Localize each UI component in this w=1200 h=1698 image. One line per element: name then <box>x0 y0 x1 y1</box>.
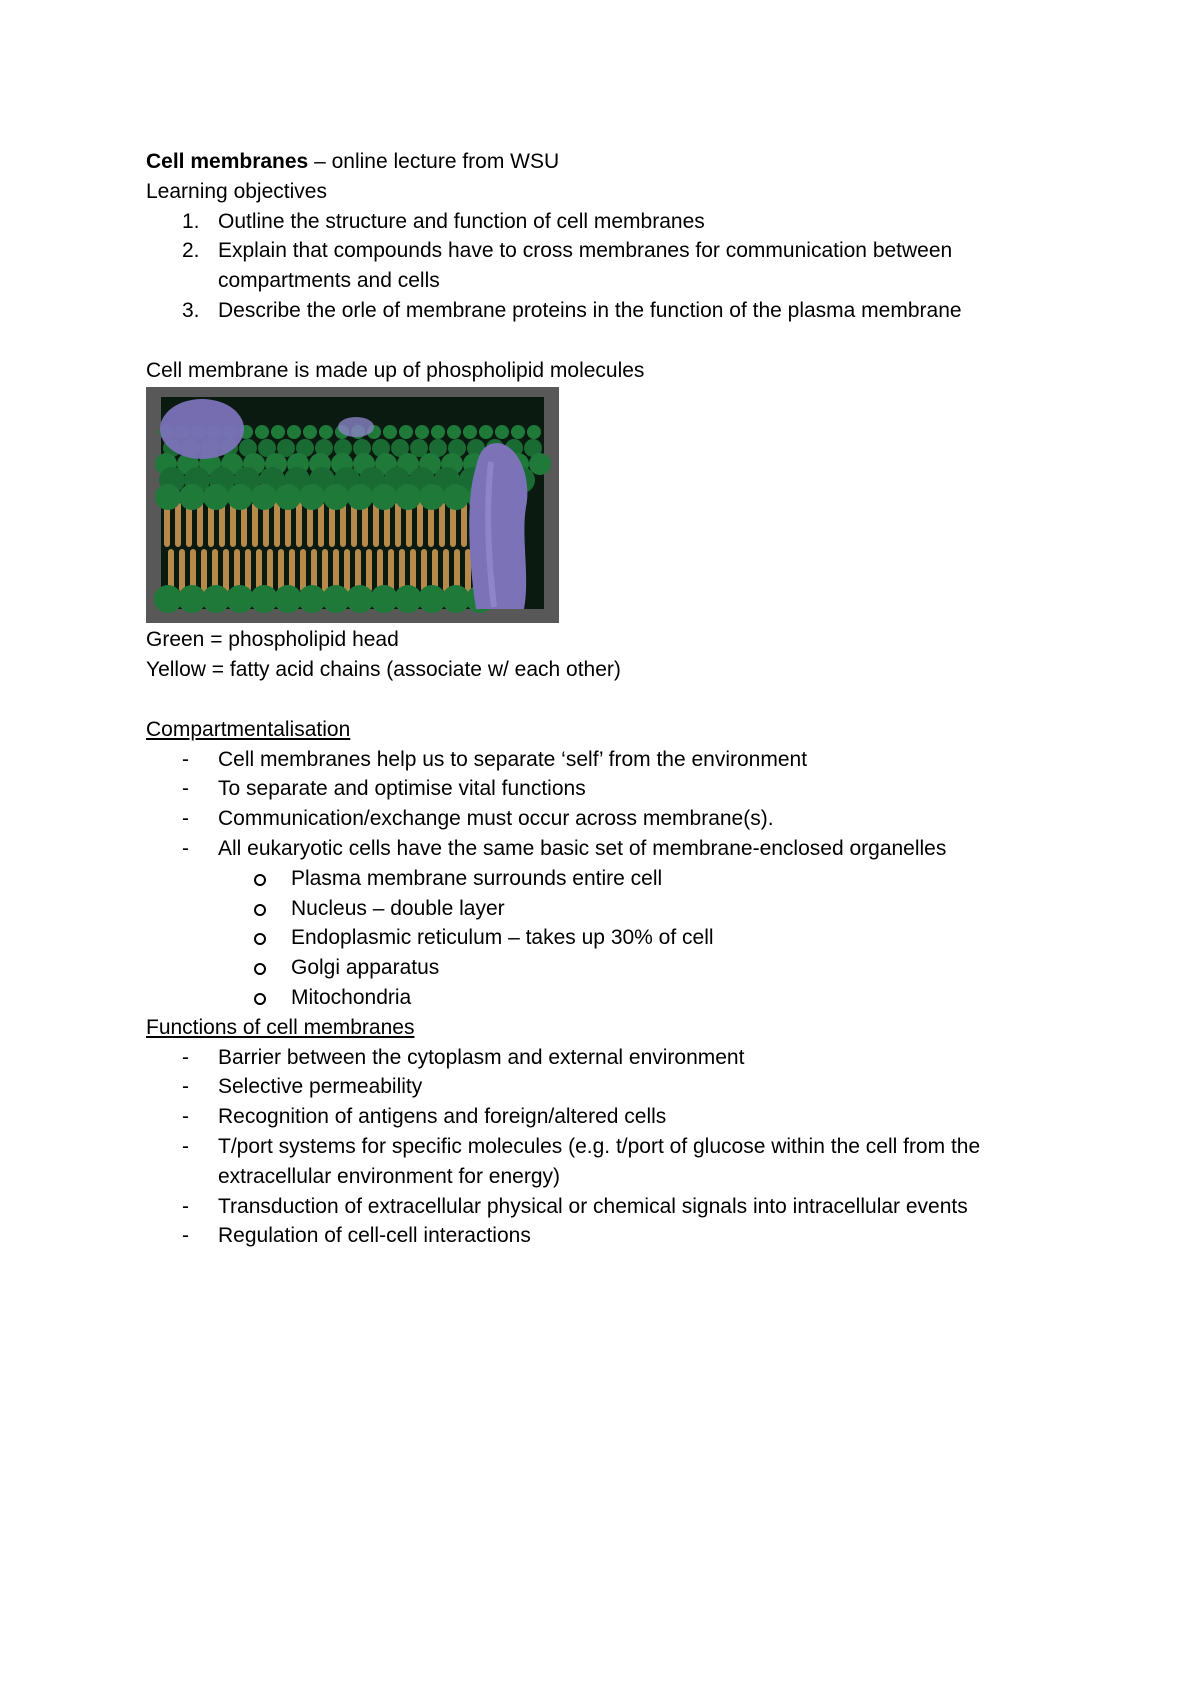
phospholipid-head <box>178 585 206 613</box>
function-text-continued: extracellular environment for energy) <box>218 1164 560 1188</box>
dash-bullet: - <box>182 836 189 860</box>
objective-text: Outline the structure and function of cell membranes <box>218 209 705 233</box>
phospholipid-head <box>495 425 509 439</box>
organelle-item <box>146 864 1086 894</box>
objective-item <box>146 207 1086 237</box>
function-text: Recognition of antigens and foreign/altered cells <box>218 1105 667 1129</box>
circle-bullet-icon <box>254 993 266 1005</box>
phospholipid-head <box>418 585 446 613</box>
phospholipid-head <box>202 585 230 613</box>
fatty-acid-tail <box>461 502 467 547</box>
phospholipid-head <box>395 484 421 510</box>
circle-bullet-icon <box>254 933 266 945</box>
fatty-acid-tail <box>399 549 405 592</box>
phospholipid-head <box>323 484 349 510</box>
phospholipid-head <box>250 585 278 613</box>
phospholipid-head <box>431 425 445 439</box>
compartment-text: All eukaryotic cells have the same basic set of membrane-enclosed organelles <box>218 836 947 860</box>
phospholipid-head <box>271 425 285 439</box>
circle-bullet-icon <box>254 874 266 886</box>
function-item <box>146 1043 1086 1073</box>
fatty-acid-tail <box>395 502 401 547</box>
phospholipid-head <box>447 425 461 439</box>
compartment-item <box>146 774 1086 804</box>
membrane-illustration <box>146 387 559 623</box>
phospholipid-head <box>527 425 541 439</box>
circle-bullet-icon <box>254 963 266 975</box>
function-item <box>146 1192 1086 1222</box>
circle-bullet-icon <box>254 904 266 916</box>
objective-text: Describe the orle of membrane proteins in the function of the plasma membrane <box>218 298 962 322</box>
organelle-item <box>146 923 1086 953</box>
objectives-list <box>146 207 1086 326</box>
fatty-acid-tail <box>373 502 379 547</box>
phospholipid-head <box>251 484 277 510</box>
fatty-acid-tail <box>252 502 258 547</box>
fatty-acid-tail <box>417 502 423 547</box>
phospholipid-head <box>298 585 326 613</box>
fatty-acid-tail <box>296 502 302 547</box>
objectives-heading: Learning objectives <box>146 179 327 203</box>
phospholipid-head <box>179 484 205 510</box>
organelle-text: Golgi apparatus <box>291 956 440 980</box>
phospholipid-head <box>155 484 181 510</box>
objective-item <box>146 296 1086 326</box>
function-text: T/port systems for specific molecules (e.g. t/port of glucose within the cell from the <box>218 1134 981 1158</box>
dash-bullet: - <box>182 1045 189 1069</box>
fatty-acid-tail <box>223 549 229 592</box>
fatty-acid-tail <box>421 549 427 592</box>
fatty-acid-tail <box>465 549 471 592</box>
compartment-text: Cell membranes help us to separate ‘self’ from the environment <box>218 747 808 771</box>
list-number: 2. <box>182 239 200 263</box>
organelle-text: Mitochondria <box>291 985 412 1009</box>
phospholipid-head <box>347 484 373 510</box>
organelle-text: Endoplasmic reticulum – takes up 30% of cell <box>291 926 714 950</box>
phospholipid-head <box>479 425 493 439</box>
fatty-acid-tail <box>318 502 324 547</box>
phospholipid-head <box>529 453 551 475</box>
function-item <box>146 1072 1086 1102</box>
phospholipid-head <box>319 425 333 439</box>
organelle-text: Plasma membrane surrounds entire cell <box>291 866 663 890</box>
objective-item <box>146 236 1086 266</box>
fatty-acid-tail <box>179 549 185 592</box>
function-text: Regulation of cell-cell interactions <box>218 1224 531 1248</box>
phospholipid-head <box>287 425 301 439</box>
fatty-acid-tail <box>201 549 207 592</box>
phospholipid-head <box>322 585 350 613</box>
list-number: 3. <box>182 298 200 322</box>
fatty-acid-tail <box>274 502 280 547</box>
dash-bullet: - <box>182 777 189 801</box>
fatty-acid-tail <box>388 549 394 592</box>
organelle-item <box>146 953 1086 983</box>
compartment-text: To separate and optimise vital functions <box>218 777 586 801</box>
fatty-acid-tail <box>267 549 273 592</box>
legend-yellow: Yellow = fatty acid chains (associate w/ each other) <box>146 658 621 682</box>
dash-bullet: - <box>182 1105 189 1129</box>
phospholipid-head <box>227 484 253 510</box>
fatty-acid-tail <box>175 502 181 547</box>
fatty-acid-tail <box>366 549 372 592</box>
fatty-acid-tail <box>443 549 449 592</box>
dash-bullet: - <box>182 1134 189 1158</box>
compartment-heading: Compartmentalisation <box>146 717 351 741</box>
phospholipid-head <box>399 425 413 439</box>
dash-bullet: - <box>182 747 189 771</box>
phospholipid-head <box>463 425 477 439</box>
organelle-item <box>146 894 1086 924</box>
functions-list <box>146 1043 1086 1252</box>
phospholipid-head <box>303 425 317 439</box>
phospholipid-head <box>154 585 182 613</box>
function-text: Transduction of extracellular physical or chemical signals into intracellular events <box>218 1194 968 1218</box>
phospholipid-head <box>511 425 525 439</box>
phospholipid-bilayer-image <box>146 387 559 623</box>
organelle-item <box>146 983 1086 1013</box>
phospholipid-head <box>255 425 269 439</box>
phospholipid-head <box>383 425 397 439</box>
phospholipid-head <box>443 484 469 510</box>
legend-green: Green = phospholipid head <box>146 628 399 652</box>
fatty-acid-tail <box>344 549 350 592</box>
document-body <box>146 147 1086 1251</box>
function-text: Selective permeability <box>218 1075 423 1099</box>
dash-bullet: - <box>182 807 189 831</box>
title-rest: – online lecture from WSU <box>308 150 560 173</box>
phospholipid-head <box>370 585 398 613</box>
membrane-intro: Cell membrane is made up of phospholipid molecules <box>146 358 645 382</box>
objective-text: Explain that compounds have to cross membranes for communication between <box>218 239 953 263</box>
fatty-acid-tail <box>322 549 328 592</box>
objective-text-continued: compartments and cells <box>218 269 440 293</box>
function-text: Barrier between the cytoplasm and external environment <box>218 1045 745 1069</box>
phospholipid-head <box>346 585 374 613</box>
title-bold: Cell membranes <box>146 150 309 173</box>
fatty-acid-tail <box>300 549 306 592</box>
organelle-text: Nucleus – double layer <box>291 896 505 920</box>
phospholipid-head <box>203 484 229 510</box>
phospholipid-head <box>415 425 429 439</box>
dash-bullet: - <box>182 1075 189 1099</box>
organelle-list <box>146 864 1086 1013</box>
function-item <box>146 1132 1086 1162</box>
phospholipid-head <box>394 585 422 613</box>
dash-bullet: - <box>182 1224 189 1248</box>
fatty-acid-tail <box>278 549 284 592</box>
phospholipid-head <box>226 585 254 613</box>
phospholipid-head <box>299 484 325 510</box>
function-item <box>146 1102 1086 1132</box>
document-title <box>146 147 1086 177</box>
list-number: 1. <box>182 209 200 233</box>
phospholipid-head <box>275 484 301 510</box>
phospholipid-head <box>371 484 397 510</box>
fatty-acid-tail <box>439 502 445 547</box>
compartment-text: Communication/exchange must occur across membrane(s). <box>218 807 774 831</box>
compartment-item <box>146 804 1086 834</box>
compartment-list <box>146 745 1086 864</box>
compartment-item <box>146 745 1086 775</box>
function-item <box>146 1221 1086 1251</box>
dash-bullet: - <box>182 1194 189 1218</box>
phospholipid-head <box>274 585 302 613</box>
fatty-acid-tail <box>245 549 251 592</box>
functions-heading: Functions of cell membranes <box>146 1015 415 1039</box>
fatty-acid-tail <box>197 502 203 547</box>
phospholipid-head <box>442 585 470 613</box>
compartment-item <box>146 834 1086 864</box>
phospholipid-head <box>419 484 445 510</box>
